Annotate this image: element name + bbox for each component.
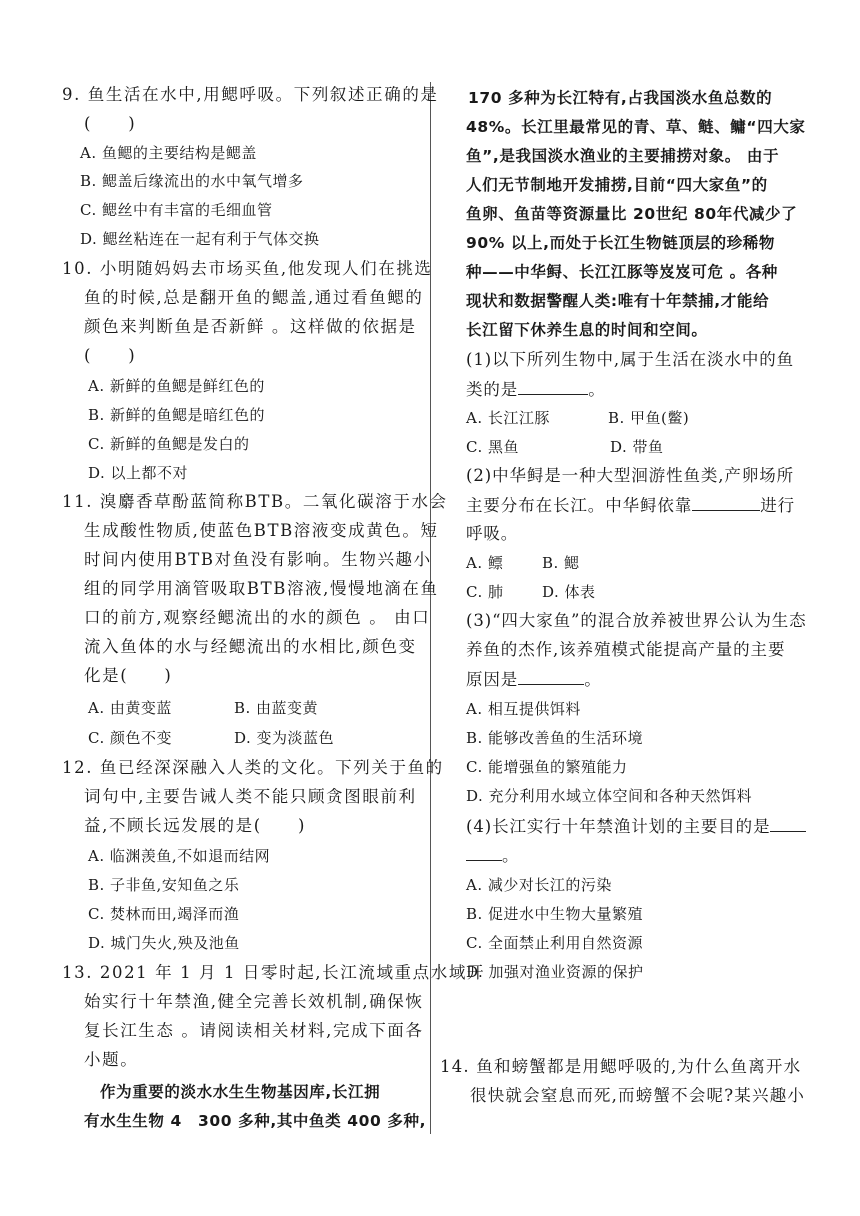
sub1-stem-text: 类的是 <box>466 380 519 399</box>
sub4-answer-blank-2[interactable] <box>466 844 502 861</box>
material-line-4: 48%。长江里最常见的青、草、鲢、鳙“四大家 <box>466 118 806 136</box>
q13-stem-line-4: 小题。 <box>84 1050 139 1069</box>
sub2-stem-text: 主要分布在长江。中华鲟依靠 <box>466 496 693 515</box>
sub2-answer-blank[interactable] <box>692 494 760 511</box>
material-line-11: 长江留下休养生息的时间和空间。 <box>466 321 708 339</box>
sub2-stem-line-1: (2)中华鲟是一种大型洄游性鱼类,产卵场所 <box>466 466 795 485</box>
q11-option-d: D. 变为淡蓝色 <box>234 729 335 747</box>
sub2-stem-end: 进行 <box>760 496 796 515</box>
q11-option-c: C. 颜色不变 <box>88 729 172 747</box>
q12-stem-line-3: 益,不顾长远发展的是( ) <box>84 816 307 835</box>
q10-option-a: A. 新鲜的鱼鳃是鲜红色的 <box>88 377 265 395</box>
material-line-3: 170 多种为长江特有,占我国淡水鱼总数的 <box>468 89 773 107</box>
q12-stem-line-2: 词句中,主要告诫人类不能只顾贪图眼前利 <box>84 787 417 806</box>
sub3-option-c: C. 能增强鱼的繁殖能力 <box>466 758 628 776</box>
q9-option-c: C. 鳃丝中有丰富的毛细血管 <box>80 201 273 219</box>
sub3-option-a: A. 相互提供饵料 <box>466 700 581 718</box>
q12-option-a: A. 临渊羡鱼,不如退而结网 <box>88 847 271 865</box>
sub3-stem-line-2: 养鱼的杰作,该养殖模式能提高产量的主要 <box>466 640 786 659</box>
material-line-5: 鱼”,是我国淡水渔业的主要捕捞对象。 由于 <box>466 147 780 165</box>
q12-option-b: B. 子非鱼,安知鱼之乐 <box>88 876 240 894</box>
q10-option-d: D. 以上都不对 <box>88 464 189 482</box>
sub2-stem-line-3: 呼吸。 <box>466 524 519 543</box>
q12-option-c: C. 焚林而田,竭泽而渔 <box>88 905 240 923</box>
q9-answer-parens: ( ) <box>84 114 137 133</box>
q11-option-b: B. 由蓝变黄 <box>234 699 319 717</box>
material-line-8: 90% 以上,而处于长江生物链顶层的珍稀物 <box>466 234 775 252</box>
q12-stem-line-1: 12. 鱼已经深深融入人类的文化。下列关于鱼的 <box>62 758 444 777</box>
q13-material-line-1: 作为重要的淡水水生生物基因库,长江拥 <box>100 1083 381 1101</box>
sub4-option-b: B. 促进水中生物大量繁殖 <box>466 905 644 923</box>
q11-stem-line-5: 口的前方,观察经鳃流出的水的颜色 。 由口 <box>84 608 431 627</box>
q13-stem-line-2: 始实行十年禁渔,健全完善长效机制,确保恢 <box>84 992 424 1011</box>
sub2-option-a: A. 鳔 <box>466 554 504 572</box>
sub2-option-c: C. 肺 <box>466 583 504 601</box>
q13-material-line-2: 有水生生物 4 300 多种,其中鱼类 400 多种, <box>84 1112 427 1130</box>
sub3-stem-end: 。 <box>584 670 602 689</box>
q9-option-b: B. 鳃盖后缘流出的水中氧气增多 <box>80 172 304 190</box>
q10-answer-parens: ( ) <box>84 346 137 365</box>
sub4-stem-text: (4)长江实行十年禁渔计划的主要目的是 <box>466 817 771 836</box>
sub2-option-d: D. 体表 <box>542 583 596 601</box>
q13-stem-line-1: 13. 2021 年 1 月 1 日零时起,长江流域重点水域开 <box>62 963 486 982</box>
q10-option-c: C. 新鲜的鱼鳃是发白的 <box>88 435 250 453</box>
q9-option-d: D. 鳃丝粘连在一起有利于气体交换 <box>80 230 320 248</box>
q10-stem-line-1: 10. 小明随妈妈去市场买鱼,他发现人们在挑选 <box>62 259 433 278</box>
q11-option-a: A. 由黄变蓝 <box>88 699 172 717</box>
sub3-option-b: B. 能够改善鱼的生活环境 <box>466 729 644 747</box>
sub1-option-d: D. 带鱼 <box>610 438 664 456</box>
q12-option-d: D. 城门失火,殃及池鱼 <box>88 934 240 952</box>
material-line-7: 鱼卵、鱼苗等资源量比 20世纪 80年代减少了 <box>466 205 798 223</box>
q9-stem-line-1: 9. 鱼生活在水中,用鳃呼吸。下列叙述正确的是 <box>62 85 439 104</box>
sub3-stem-line-1: (3)“四大家鱼”的混合放养被世界公认为生态 <box>466 611 807 630</box>
q10-stem-line-3: 颜色来判断鱼是否新鲜 。这样做的依据是 <box>84 317 417 336</box>
sub1-stem-line-1: (1)以下所列生物中,属于生活在淡水中的鱼 <box>466 350 795 369</box>
q13-stem-line-3: 复长江生态 。请阅读相关材料,完成下面各 <box>84 1021 424 1040</box>
sub3-stem-text: 原因是 <box>466 670 519 689</box>
sub2-option-b: B. 鳃 <box>542 554 580 572</box>
q11-stem-line-4: 组的同学用滴管吸取BTB溶液,慢慢地滴在鱼 <box>84 579 439 598</box>
sub3-stem-line-3 <box>466 668 602 691</box>
q11-stem-line-1: 11. 溴麝香草酚蓝简称BTB。二氧化碳溶于水会 <box>62 492 448 511</box>
material-line-6: 人们无节制地开发捕捞,目前“四大家鱼”的 <box>466 176 768 194</box>
sub2-stem-line-2 <box>466 494 795 517</box>
q11-stem-line-2: 生成酸性物质,使蓝色BTB溶液变成黄色。短 <box>84 521 439 540</box>
q11-stem-line-7: 化是( ) <box>84 666 173 685</box>
sub4-option-a: A. 减少对长江的污染 <box>466 876 612 894</box>
sub4-stem-line-2 <box>466 844 519 867</box>
q14-stem-line-2: 很快就会窒息而死,而螃蟹不会呢?某兴趣小 <box>470 1086 806 1105</box>
sub4-stem-end: 。 <box>502 846 520 865</box>
q11-stem-line-3: 时间内使用BTB对鱼没有影响。生物兴趣小 <box>84 550 432 569</box>
q14-stem-line-1: 14. 鱼和螃蟹都是用鳃呼吸的,为什么鱼离开水 <box>440 1057 802 1076</box>
sub1-stem-end: 。 <box>588 380 606 399</box>
q11-stem-line-6: 流入鱼体的水与经鳃流出的水相比,颜色变 <box>84 637 417 656</box>
sub4-stem-line-1 <box>466 815 806 838</box>
sub1-answer-blank[interactable] <box>518 378 588 395</box>
sub1-option-c: C. 黑鱼 <box>466 438 519 456</box>
sub3-option-d: D. 充分利用水域立体空间和各种天然饵料 <box>466 787 753 805</box>
sub1-option-b: B. 甲鱼(鳖) <box>608 409 690 427</box>
sub4-answer-blank-1[interactable] <box>770 815 806 832</box>
q10-option-b: B. 新鲜的鱼鳃是暗红色的 <box>88 406 266 424</box>
q9-option-a: A. 鱼鳃的主要结构是鳃盖 <box>80 144 257 162</box>
sub3-answer-blank[interactable] <box>518 668 584 685</box>
q10-stem-line-2: 鱼的时候,总是翻开鱼的鳃盖,通过看鱼鳃的 <box>84 288 424 307</box>
material-line-9: 种——中华鲟、长江江豚等岌岌可危 。各种 <box>466 263 778 281</box>
material-line-10: 现状和数据警醒人类:唯有十年禁捕,才能给 <box>466 292 770 310</box>
sub1-stem-line-2 <box>466 378 606 401</box>
sub4-option-d: D. 加强对渔业资源的保护 <box>466 963 644 981</box>
sub4-option-c: C. 全面禁止利用自然资源 <box>466 934 643 952</box>
sub1-option-a: A. 长江江豚 <box>466 409 550 427</box>
